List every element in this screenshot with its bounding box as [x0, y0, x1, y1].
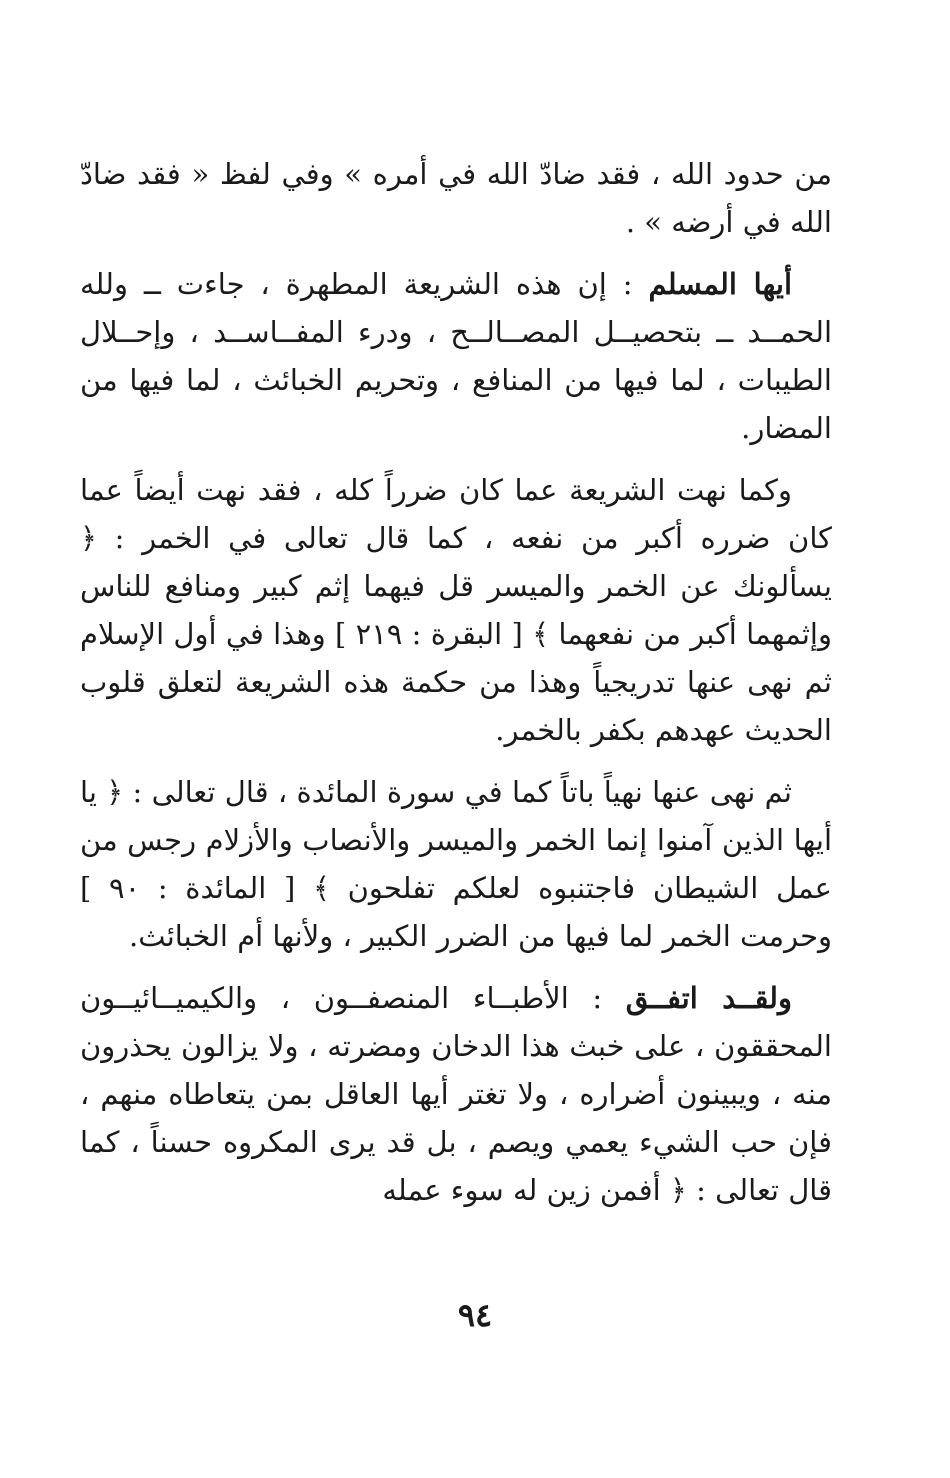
paragraph-2-text: : إن هذه الشريعة المطهرة ، جاءت ــ ولله الحمــد ــ بتحصيــل المصــالــح ، ودرء المفــاســد ، وإحــلال الطيبات ، لما فيها من المنافع ، وتحريم الخبائث ، لما فيها من المضار.: [80, 267, 832, 445]
paragraph-1: [80, 150, 832, 246]
paragraph-5-lead: ولقــد اتفــق: [625, 981, 793, 1015]
page-number: ٩٤: [457, 1296, 493, 1334]
paragraph-5-text: : الأطبــاء المنصفــون ، والكيميــائيــون المحققون ، على خبث هذا الدخان ومضرته ، ولا يزالون يحذرون منه ، ويبينون أضراره ، ولا تغتر أيها العاقل بمن يتعاطاه منهم ، فإن حب الشيء يعمي ويصم ، بل قد يرى المكروه حسناً ، كما قال تعالى : ﴿ أفمن زين له سوء عمله: [80, 981, 832, 1207]
body-text: [80, 150, 832, 1228]
paragraph-4: [80, 768, 832, 960]
paragraph-2-lead: أيها المسلم: [648, 267, 793, 301]
paragraph-1-text: من حدود الله ، فقد ضادّ الله في أمره » وفي لفظ « فقد ضادّ الله في أرضه » .: [80, 157, 832, 239]
paragraph-2: [80, 260, 832, 452]
paragraph-3-text: وكما نهت الشريعة عما كان ضرراً كله ، فقد نهت أيضاً عما كان ضرره أكبر من نفعه ، كما قال تعالى في الخمر : ﴿ يسألونك عن الخمر والميسر قل فيهما إثم كبير ومنافع للناس وإثمهما أكبر من نفعهما ﴾ [ البقرة : ٢١٩ ] وهذا في أول الإسلام ثم نهى عنها تدريجياً وهذا من حكمة هذه الشريعة لتعلق قلوب الحديث عهدهم بكفر بالخمر.: [80, 473, 832, 747]
paragraph-4-text: ثم نهى عنها نهياً باتاً كما في سورة المائدة ، قال تعالى : ﴿ يا أيها الذين آمنوا إنما الخمر والميسر والأنصاب والأزلام رجس من عمل الشيطان فاجتنبوه لعلكم تفلحون ﴾ [ المائدة : ٩٠ ] وحرمت الخمر لما فيها من الضرر الكبير ، ولأنها أم الخبائث.: [80, 775, 832, 953]
paragraph-3: [80, 466, 832, 754]
paragraph-5: [80, 974, 832, 1214]
